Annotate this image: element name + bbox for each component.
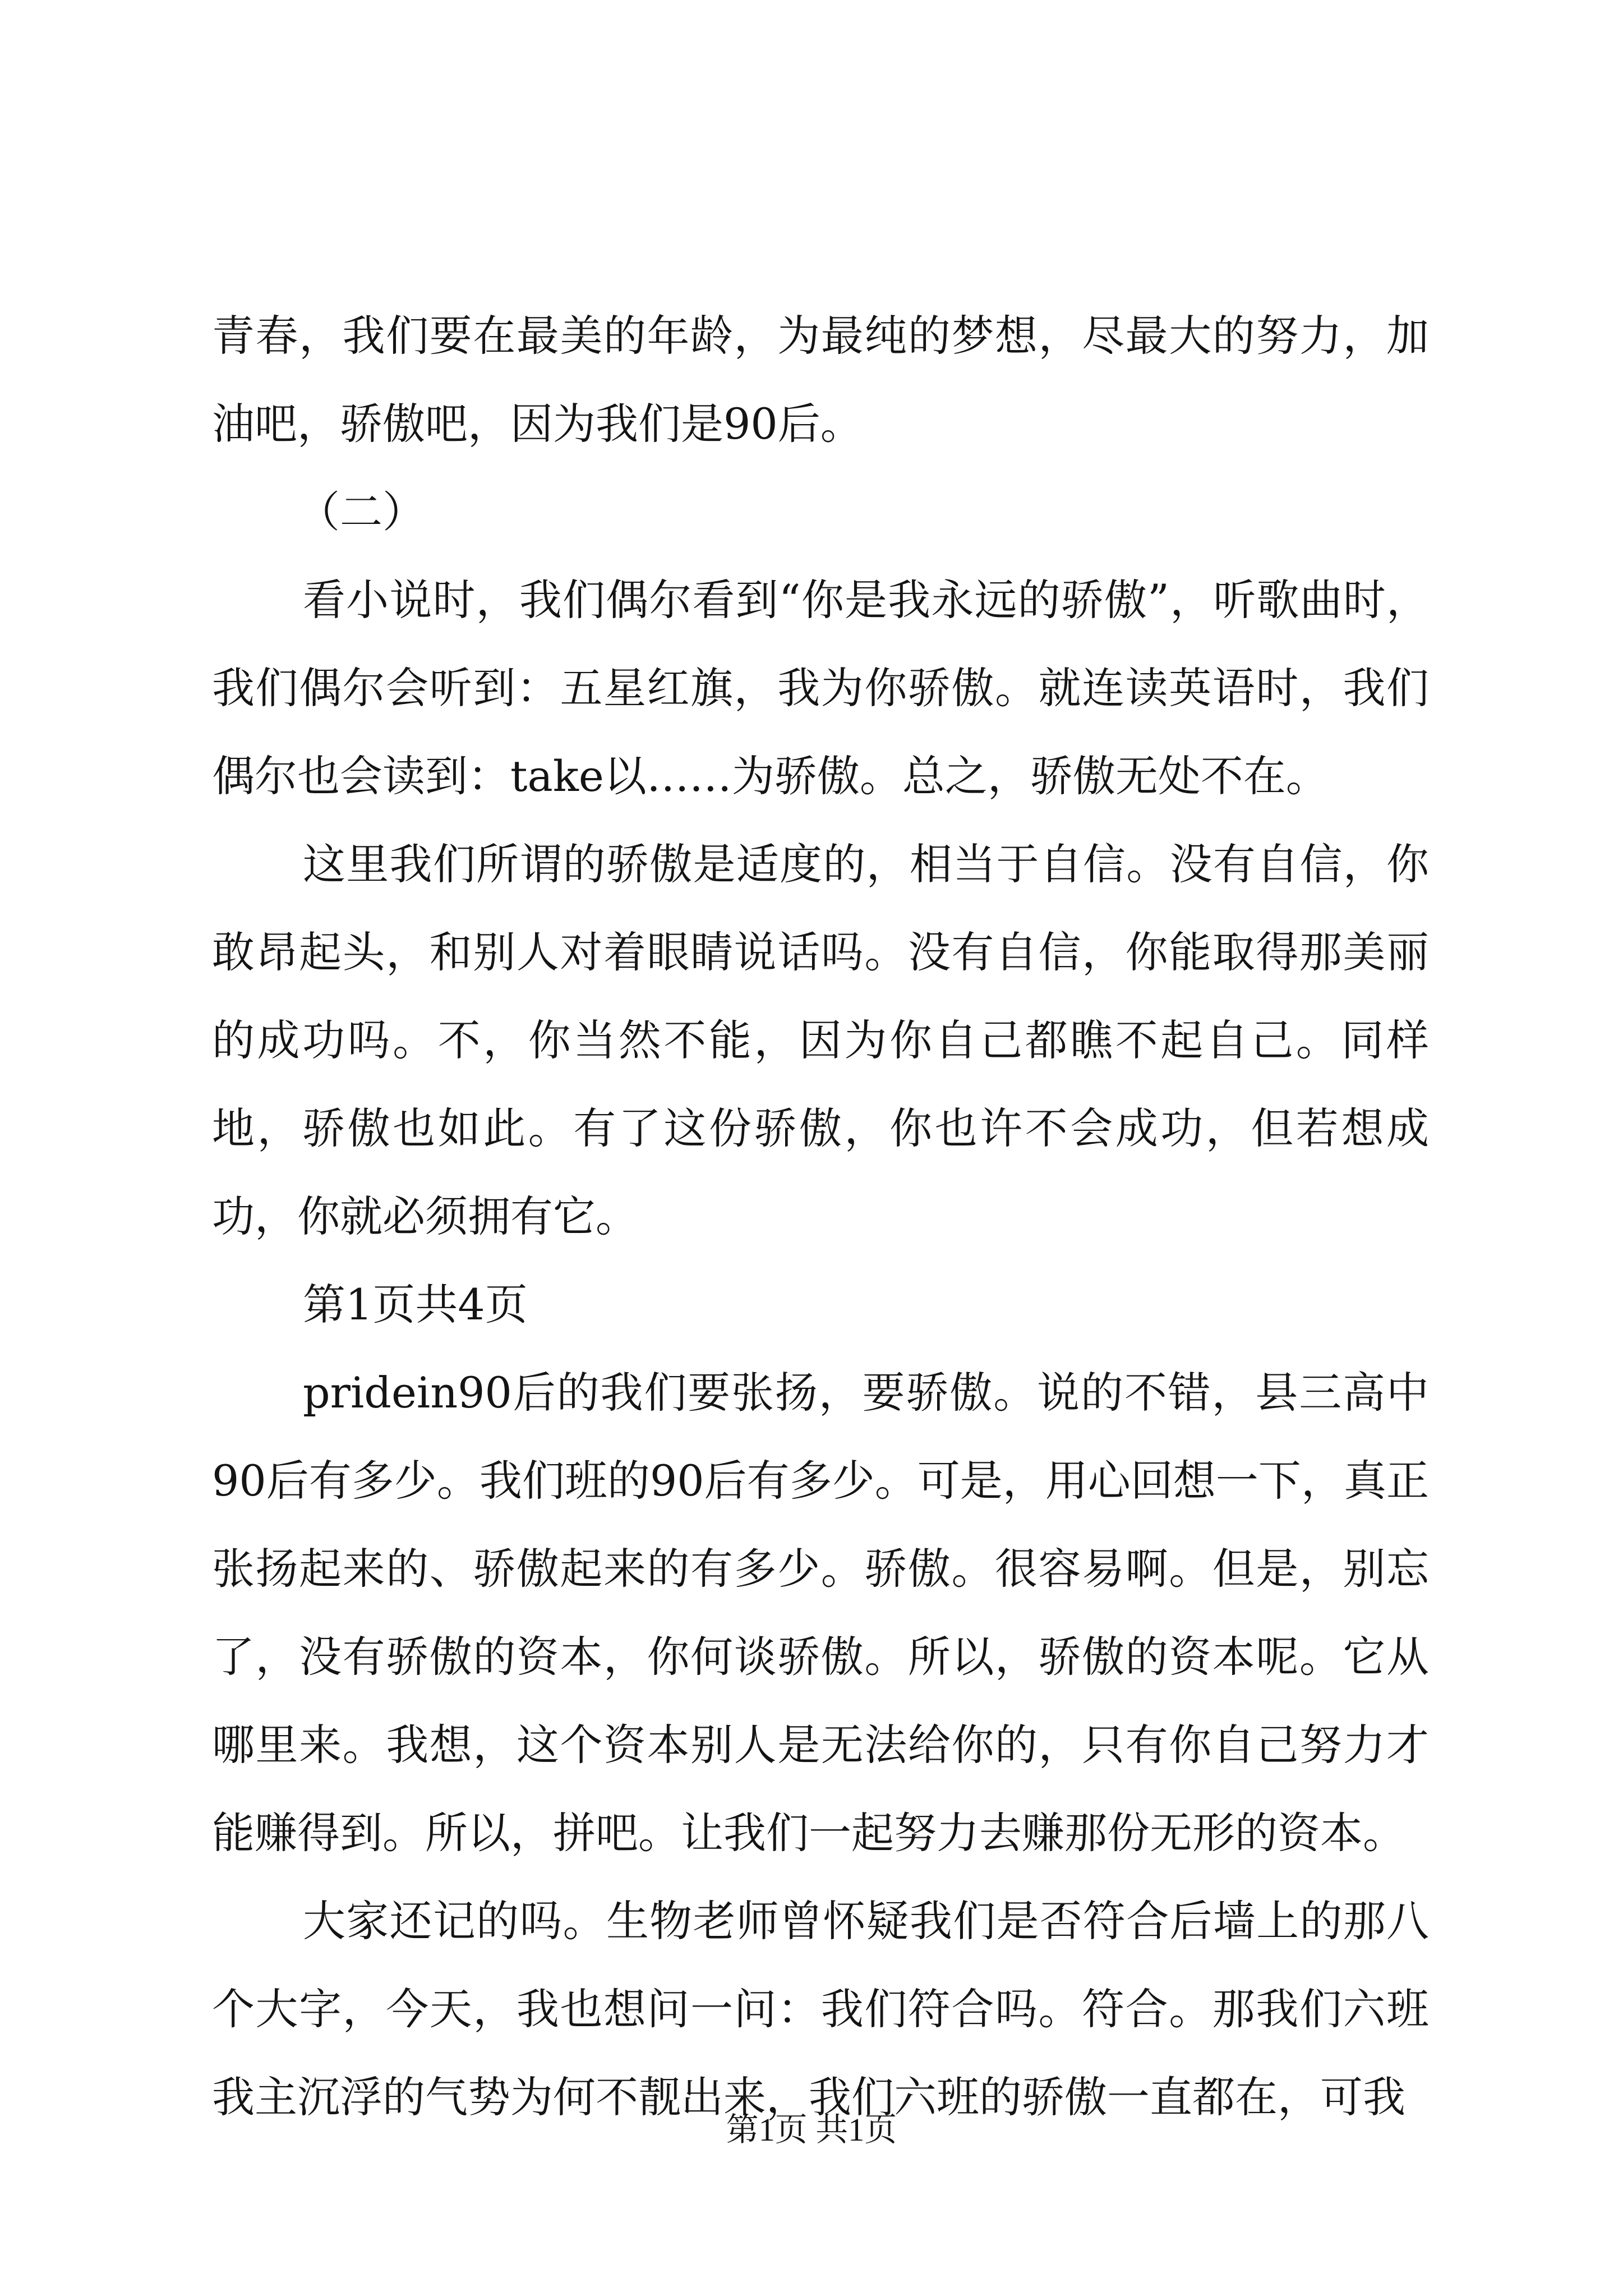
paragraph-class-six: 大家还记的吗。生物老师曾怀疑我们是否符合后墙上的那八个大字，今天，我也想问一问：我们符合吗。符合。那我们六班我主沉浮的气势为何不靓出来，我们六班的骄傲一直都在，可我 bbox=[212, 1896, 1429, 2122]
document-body bbox=[212, 292, 1429, 2141]
section-heading: （二） bbox=[297, 487, 425, 537]
paragraph-confidence: 这里我们所谓的骄傲是适度的，相当于自信。没有自信，你敢昂起头，和别人对着眼睛说话吗。没有自信，你能取得那美丽的成功吗。不，你当然不能，因为你自己都瞧不起自己。同样地，骄傲也如此。有了这份骄傲，你也许不会成功，但若想成功，你就必须拥有它。 bbox=[212, 839, 1429, 1241]
paragraph-conclusion: 青春，我们要在最美的年龄，为最纯的梦想，尽最大的努力，加油吧，骄傲吧，因为我们是90后。 bbox=[212, 311, 1429, 449]
paragraph-pride-everywhere: 看小说时，我们偶尔看到“你是我永远的骄傲”，听歌曲时，我们偶尔会听到：五星红旗，我为你骄傲。就连读英语时，我们偶尔也会读到：take以……为骄傲。总之，骄傲无处不在。 bbox=[212, 575, 1429, 801]
inline-page-number: 第1页共4页 bbox=[303, 1280, 528, 1329]
paragraph-capital-of-pride: pridein90后的我们要张扬，要骄傲。说的不错，县三高中90后有多少。我们班的90后有多少。可是，用心回想一下，真正张扬起来的、骄傲起来的有多少。骄傲。很容易啊。但是，别忘了，没有骄傲的资本，你何谈骄傲。所以，骄傲的资本呢。它从哪里来。我想，这个资本别人是无法给你的，只有你自己努力才能赚得到。所以，拼吧。让我们一起努力去赚那份无形的资本。 bbox=[212, 1368, 1429, 1858]
page-footer: 第1页 共1页 bbox=[726, 2111, 897, 2148]
